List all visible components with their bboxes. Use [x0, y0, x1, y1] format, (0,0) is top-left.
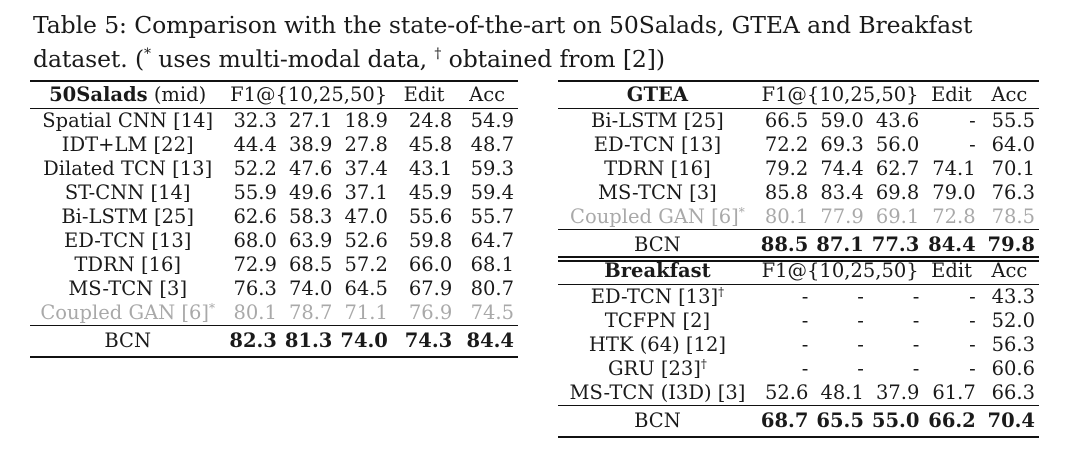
method-name: TDRN [16]: [74, 253, 181, 276]
method-cell: [30, 109, 225, 134]
table-body: [30, 109, 518, 358]
value-cell: -: [801, 309, 809, 332]
value-cell: 68.0: [233, 229, 277, 252]
table-row: [558, 285, 1039, 310]
value-cell: 69.1: [875, 205, 920, 228]
dataset-title: 50Salads: [49, 83, 148, 106]
value-cell: 55.6: [408, 205, 453, 228]
value-cell: 83.4: [820, 181, 864, 204]
value-cell: -: [969, 109, 976, 132]
method-name: Bi-LSTM [25]: [591, 109, 724, 132]
method-cell: [558, 333, 757, 357]
value-cell: 58.3: [288, 205, 333, 228]
value-cell: 74.0: [288, 277, 333, 300]
method-cell: [558, 285, 757, 310]
method-cell: [558, 133, 757, 157]
value-cell: 74.5: [470, 301, 514, 324]
method-cell: [558, 309, 757, 333]
value-cell: 80.7: [470, 277, 514, 300]
value-cell: 45.8: [408, 133, 453, 156]
value-cell: 18.9: [344, 109, 388, 132]
method-cell: [30, 181, 225, 205]
table-body: [558, 109, 1039, 262]
table-row: [558, 205, 1039, 230]
value-cell-best: 65.5: [816, 409, 864, 432]
value-cell: -: [857, 285, 864, 308]
value-cell: 37.1: [344, 181, 388, 204]
value-cell: 49.6: [288, 181, 333, 204]
acc-header: Acc: [991, 259, 1028, 282]
footnote-mark: *: [209, 301, 216, 315]
method-name: MS-TCN (I3D) [3]: [569, 381, 746, 404]
value-cell-best: 87.1: [816, 233, 864, 256]
value-cell: 74.4: [820, 157, 864, 180]
method-cell: [558, 157, 757, 181]
method-name: Coupled GAN [6]: [570, 205, 739, 228]
method-cell: BCN: [634, 409, 681, 432]
value-cell-best: 55.0: [871, 409, 920, 432]
caption-text-c: obtained from [2]): [441, 45, 665, 73]
method-name: ST-CNN [14]: [64, 181, 191, 204]
value-cell: 43.3: [991, 285, 1035, 308]
value-cell: 72.8: [932, 205, 976, 228]
value-cell-best: 82.3: [229, 329, 277, 352]
table-row: [558, 309, 1039, 333]
value-cell: 79.0: [932, 181, 976, 204]
value-cell: -: [969, 333, 976, 356]
value-cell: 61.7: [932, 381, 976, 404]
value-cell-best: 74.0: [340, 329, 388, 352]
table-row-ours: [558, 406, 1039, 438]
value-cell-best: 66.2: [928, 409, 976, 432]
table-row: [30, 277, 518, 301]
footnote-mark: †: [700, 357, 707, 371]
value-cell: 68.5: [288, 253, 333, 276]
value-cell: -: [912, 309, 920, 332]
caption-text-b: uses multi-modal data,: [150, 45, 435, 73]
value-cell: 67.9: [408, 277, 453, 300]
value-cell: 45.9: [408, 181, 453, 204]
f1-header: F1@{10,25,50}: [761, 259, 919, 282]
method-cell: [558, 381, 757, 406]
table-row: [30, 181, 518, 205]
value-cell: 71.1: [344, 301, 388, 324]
dataset-title-cell: [558, 81, 757, 109]
edit-header: Edit: [403, 83, 445, 106]
method-cell: [30, 205, 225, 229]
value-cell-best: 68.7: [760, 409, 809, 432]
value-cell: 76.3: [233, 277, 277, 300]
method-name: IDT+LM [22]: [61, 133, 194, 156]
value-cell: 56.0: [875, 133, 920, 156]
value-cell: 27.8: [344, 133, 388, 156]
value-cell: -: [969, 133, 976, 156]
table-row: [558, 157, 1039, 181]
value-cell: -: [969, 357, 976, 380]
value-cell: -: [801, 333, 809, 356]
table-gtea: [558, 80, 1039, 262]
value-cell: 62.7: [875, 157, 920, 180]
value-cell: 63.9: [288, 229, 333, 252]
value-cell: 48.1: [820, 381, 864, 404]
value-cell: 27.1: [288, 109, 333, 132]
value-cell: 76.9: [408, 301, 453, 324]
value-cell: 64.7: [470, 229, 514, 252]
dataset-title: Breakfast: [604, 259, 711, 282]
value-cell: -: [969, 309, 976, 332]
table-row-ours: [30, 326, 518, 358]
method-name: TDRN [16]: [604, 157, 711, 180]
value-cell: 64.0: [991, 133, 1035, 156]
dataset-title: GTEA: [626, 83, 688, 106]
method-cell: [30, 133, 225, 157]
value-cell: 47.6: [288, 157, 333, 180]
value-cell: -: [801, 285, 809, 308]
value-cell: 69.8: [875, 181, 920, 204]
value-cell-best: 79.8: [987, 233, 1035, 256]
method-name: Dilated TCN [13]: [43, 157, 213, 180]
method-name: HTK (64) [12]: [588, 333, 726, 356]
method-name: MS-TCN [3]: [598, 181, 717, 204]
table-row: [30, 253, 518, 277]
caption-line-1: Table 5: Comparison with the state-of-the-art on 50Salads, GTEA and Breakfast: [33, 11, 973, 39]
value-cell: 43.1: [408, 157, 453, 180]
value-cell: -: [969, 285, 976, 308]
method-name: Spatial CNN [14]: [42, 109, 214, 132]
value-cell: 44.4: [233, 133, 277, 156]
value-cell: 52.2: [233, 157, 277, 180]
value-cell-best: 88.5: [760, 233, 809, 256]
value-cell: 66.3: [991, 381, 1035, 404]
method-cell: [30, 229, 225, 253]
table-row: [558, 109, 1039, 134]
method-cell: [558, 109, 757, 134]
value-cell: 32.3: [233, 109, 277, 132]
value-cell: 47.0: [344, 205, 388, 228]
value-cell: -: [912, 285, 920, 308]
table-breakfast: [558, 256, 1039, 438]
value-cell-best: 74.3: [404, 329, 453, 352]
f1-header: F1@{10,25,50}: [761, 83, 919, 106]
value-cell: 68.1: [470, 253, 514, 276]
dataset-title-suffix: (mid): [147, 83, 207, 106]
value-cell: 59.4: [470, 181, 514, 204]
value-cell: -: [912, 333, 920, 356]
value-cell-best: 84.4: [928, 233, 976, 256]
value-cell: 80.1: [233, 301, 277, 324]
method-name: ED-TCN [13]: [590, 285, 719, 308]
method-name: ED-TCN [13]: [64, 229, 192, 252]
caption-text-a: dataset. (: [33, 45, 145, 73]
value-cell: 70.1: [991, 157, 1035, 180]
value-cell: 79.2: [764, 157, 809, 180]
value-cell: 59.8: [408, 229, 453, 252]
table-row: [30, 205, 518, 229]
method-name: GRU [23]: [607, 357, 701, 380]
value-cell: 60.6: [991, 357, 1035, 380]
value-cell: 72.2: [764, 133, 809, 156]
value-cell: 38.9: [288, 133, 333, 156]
caption-line-2: [33, 42, 1073, 76]
footnote-mark: *: [738, 205, 745, 219]
table-header-row: [558, 257, 1039, 285]
f1-header: F1@{10,25,50}: [230, 83, 388, 106]
value-cell: 54.9: [470, 109, 514, 132]
table-row: [30, 109, 518, 134]
table-header-row: [30, 81, 518, 109]
footnote-mark: †: [718, 285, 725, 299]
dagger-mark: †: [434, 46, 442, 62]
value-cell: 69.3: [820, 133, 864, 156]
method-cell: [30, 157, 225, 181]
value-cell: 80.1: [764, 205, 809, 228]
value-cell: -: [857, 309, 864, 332]
value-cell: 59.0: [820, 109, 864, 132]
star-mark: *: [144, 46, 151, 62]
value-cell: -: [857, 357, 864, 380]
value-cell: 52.6: [344, 229, 388, 252]
value-cell-best: 84.4: [466, 329, 514, 352]
value-cell: 76.3: [991, 181, 1035, 204]
value-cell: 78.5: [991, 205, 1035, 228]
edit-header: Edit: [931, 83, 972, 106]
dataset-title-cell: [558, 257, 757, 285]
value-cell: -: [857, 333, 864, 356]
table-header-row: [558, 81, 1039, 109]
value-cell: 43.6: [875, 109, 920, 132]
value-cell: 74.1: [932, 157, 976, 180]
value-cell: 37.9: [875, 381, 920, 404]
table-row: [558, 381, 1039, 406]
method-cell: BCN: [634, 233, 681, 256]
acc-header: Acc: [469, 83, 506, 106]
method-cell: [558, 205, 757, 230]
value-cell: 77.9: [820, 205, 864, 228]
method-cell: [30, 301, 225, 326]
value-cell: 52.6: [764, 381, 809, 404]
value-cell: 66.0: [408, 253, 453, 276]
value-cell: 85.8: [764, 181, 809, 204]
table-row: [30, 157, 518, 181]
table-row: [558, 133, 1039, 157]
table-row: [30, 133, 518, 157]
value-cell: -: [912, 357, 920, 380]
value-cell: 78.7: [288, 301, 333, 324]
value-cell: 59.3: [470, 157, 514, 180]
table-caption: [33, 8, 1073, 76]
value-cell: 55.9: [233, 181, 277, 204]
value-cell: 48.7: [470, 133, 514, 156]
value-cell-best: 77.3: [871, 233, 920, 256]
value-cell: 64.5: [344, 277, 388, 300]
table-body: [558, 285, 1039, 438]
method-cell: [558, 357, 757, 381]
value-cell-best: 81.3: [284, 329, 333, 352]
table-50salads: [30, 80, 518, 358]
value-cell: 72.9: [233, 253, 277, 276]
value-cell: 57.2: [344, 253, 388, 276]
method-cell: BCN: [104, 329, 152, 352]
value-cell: 52.0: [991, 309, 1035, 332]
method-name: ED-TCN [13]: [593, 133, 722, 156]
dataset-title-cell: [30, 81, 225, 109]
value-cell: 55.7: [470, 205, 514, 228]
method-name: Coupled GAN [6]: [40, 301, 210, 324]
value-cell: 24.8: [408, 109, 453, 132]
method-cell: [30, 277, 225, 301]
table-row: [30, 229, 518, 253]
method-name: TCFPN [2]: [604, 309, 711, 332]
method-cell: [30, 253, 225, 277]
value-cell: 56.3: [991, 333, 1035, 356]
table-row: [558, 333, 1039, 357]
table-row: [558, 357, 1039, 381]
value-cell: 37.4: [344, 157, 388, 180]
value-cell: 62.6: [233, 205, 277, 228]
acc-header: Acc: [991, 83, 1028, 106]
value-cell-best: 70.4: [987, 409, 1035, 432]
method-name: Bi-LSTM [25]: [61, 205, 195, 228]
value-cell: 55.5: [991, 109, 1035, 132]
edit-header: Edit: [931, 259, 972, 282]
method-cell: [558, 181, 757, 205]
method-name: MS-TCN [3]: [68, 277, 188, 300]
value-cell: 66.5: [764, 109, 809, 132]
value-cell: -: [801, 357, 809, 380]
table-row: [558, 181, 1039, 205]
table-row: [30, 301, 518, 326]
